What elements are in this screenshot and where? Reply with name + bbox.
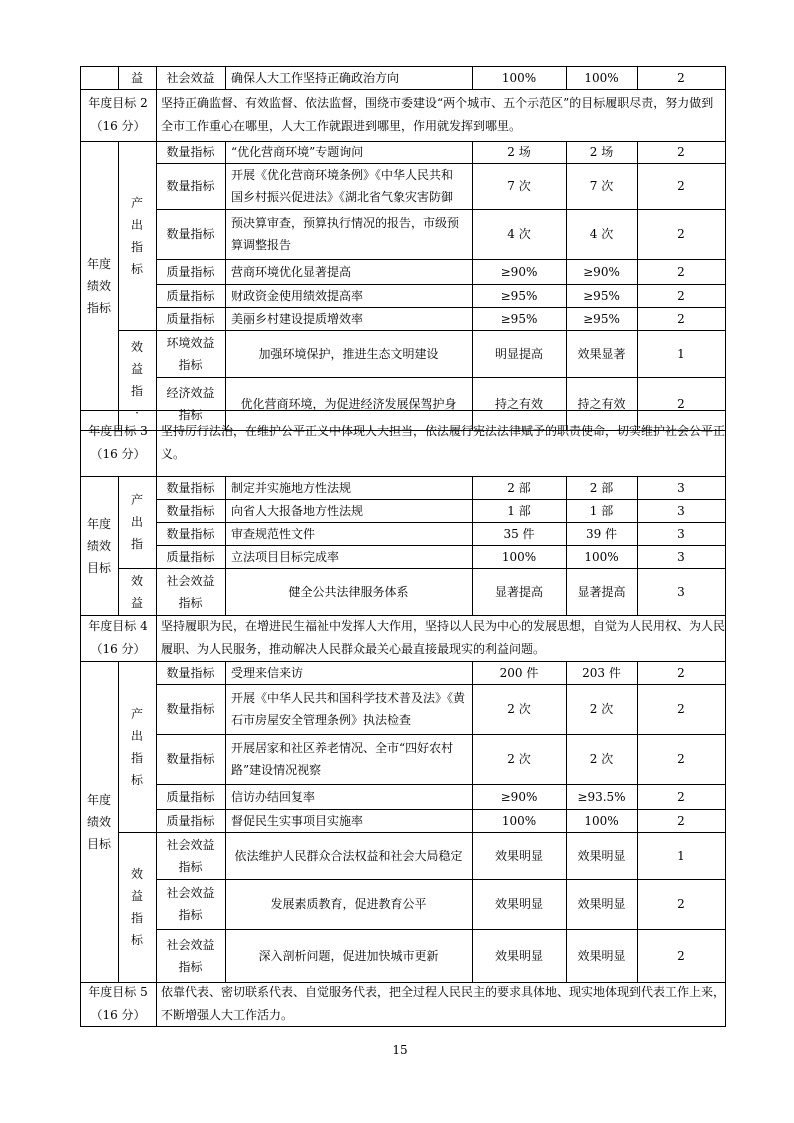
target-cell: 35 件 [503,527,535,541]
section-label: 绩效 [86,815,111,829]
content-cell: 信访办结回复率 [231,790,316,804]
actual-cell: ≥93.5% [577,790,626,804]
score-cell: 2 [677,71,685,85]
goal-label: 年度目标 4 [88,619,148,633]
output-label: 产 [130,707,143,721]
output-label: 出 [130,729,143,743]
indicator-cell: 指标 [178,960,203,974]
grid-line [156,809,726,810]
section-label: 绩效 [86,539,111,553]
indicator-cell: 社会效益 [166,886,215,900]
section-label: 年度 [86,517,111,531]
indicator-cell: 数量指标 [166,504,215,518]
grid-line [80,476,726,477]
goal-description: 坚持厉行法治，在维护公平正义中体现人大担当，依法履行宪法法律赋予的职责使命，切实维护社会公平正 [161,424,726,438]
goal-description: 坚持履职为民，在增进民生福祉中发挥人大作用，坚持以人民为中心的发展思想，自觉为人民用权、为人民 [161,619,726,633]
actual-cell: 4 次 [589,227,614,241]
target-cell: 1 部 [507,504,531,518]
target-cell: 2 场 [507,145,531,159]
target-cell: ≥90% [500,790,538,804]
benefit-label: 指 [130,384,143,398]
grid-line [156,259,726,260]
indicator-cell: 指标 [178,408,203,422]
indicator-cell: 数量指标 [166,527,215,541]
actual-cell: ≥95% [583,289,620,303]
goal-description: 义。 [161,447,186,461]
actual-cell: 1 部 [589,504,614,518]
indicator-cell: 社会效益 [166,838,215,852]
actual-cell: 显著提高 [577,585,626,599]
indicator-cell: 质量指标 [166,265,215,279]
content-cell: 立法项目目标完成率 [231,550,340,564]
benefit-label: 指 [130,911,143,925]
content-cell: 国乡村振兴促进法》《湖北省气象灾害防御 [231,190,454,204]
goal-label: 年度目标 3 [88,424,148,438]
benefit-label: 效 [130,340,143,354]
score-cell: 2 [677,289,685,303]
grid-line [156,568,726,569]
benefit-label: 益 [130,362,143,376]
actual-cell: 持之有效 [577,397,626,411]
actual-cell: ≥95% [583,312,620,326]
indicator-cell: 指标 [178,908,203,922]
grid-line [80,1026,726,1027]
target-cell: 显著提高 [494,585,543,599]
grid-line [156,89,157,142]
score-cell: 2 [677,145,685,159]
content-cell: 制定并实施地方性法规 [231,481,352,495]
benefit-label: 标 [130,933,143,947]
content-cell: 美丽乡村建设提质增效率 [231,312,364,326]
score-cell: 2 [677,897,685,911]
score-cell: 2 [677,752,685,766]
benefit-label: · [135,406,139,420]
grid-line [118,568,157,569]
target-cell: ≥90% [500,265,538,279]
target-cell: 2 部 [507,481,531,495]
section-label: 目标 [86,561,111,575]
score-cell: 2 [677,397,685,411]
content-cell: 健全公共法律服务体系 [288,585,409,599]
actual-cell: 2 场 [589,145,614,159]
grid-line [156,684,726,685]
content-cell: 开展《优化营商环境条例》《中华人民共和 [231,168,454,182]
section-label: 目标 [86,837,111,851]
indicator-cell: 质量指标 [166,790,215,804]
goal-points: （16 分） [90,119,146,133]
benefit-label: 效 [130,867,143,881]
output-label: 指 [130,537,143,551]
score-cell: 2 [677,790,685,804]
indicator-cell: 数量指标 [166,666,215,680]
content-cell: 开展居家和社区养老情况、全市“四好农村 [231,741,454,755]
goal-points: （16 分） [90,447,146,461]
content-cell: 财政资金使用绩效提高率 [231,289,364,303]
grid-line [156,284,726,285]
content-cell: 开展《中华人民共和国科学技术普及法》《黄 [231,691,466,705]
grid-line [156,499,726,500]
indicator-cell: 质量指标 [166,312,215,326]
content-cell: 路”建设情况视察 [231,763,322,777]
goal-description: 全市工作重心在哪里，人大工作就跟进到哪里，作用就发挥到哪里。 [161,119,522,133]
goal-points: （16 分） [90,642,146,656]
page-number: 15 [392,1043,408,1057]
score-cell: 2 [677,702,685,716]
target-cell: ≥95% [500,289,538,303]
target-cell: 7 次 [507,179,531,193]
section-label: 指标 [86,301,111,315]
content-cell: 督促民生实事项目实施率 [231,814,364,828]
actual-cell: 效果明显 [577,897,626,911]
content-cell: 优化营商环境，为促进经济发展保驾护身 [240,397,457,411]
indicator-cell: 数量指标 [166,752,215,766]
target-cell: 200 件 [499,666,539,680]
actual-cell: 100% [584,71,619,85]
target-cell: 持之有效 [494,397,543,411]
content-cell: 预决算审查，预算执行情况的报告，市级预 [231,216,460,230]
score-cell: 2 [677,265,685,279]
goal-label: 年度目标 5 [88,985,148,999]
score-cell: 2 [677,949,685,963]
indicator-cell: 社会效益 [166,938,215,952]
actual-cell: ≥90% [583,265,620,279]
content-cell: 确保人大工作坚持正确政治方向 [231,71,400,85]
grid-line [80,141,726,142]
content-cell: 石市房屋安全管理条例》执法检查 [231,713,412,727]
grid-line [156,430,157,477]
score-cell: 3 [677,527,685,541]
score-cell: 1 [677,849,685,863]
grid-line [156,163,726,164]
level-cell: 益 [130,71,143,85]
grid-line [156,476,157,616]
output-label: 标 [130,262,143,276]
actual-cell: 203 件 [582,666,621,680]
indicator-cell: 指标 [178,860,203,874]
target-cell: 2 次 [507,752,531,766]
indicator-cell: 社会效益 [166,574,215,588]
grid-line [225,66,226,90]
score-cell: 3 [677,585,685,599]
indicator-cell: 质量指标 [166,289,215,303]
score-cell: 2 [677,814,685,828]
target-cell: 100% [501,550,537,564]
benefit-label: 益 [130,889,143,903]
grid-line [725,66,726,1027]
indicator-cell: 指标 [178,358,203,372]
output-label: 产 [130,493,143,507]
actual-cell: 效果明显 [577,849,626,863]
indicator-cell: 质量指标 [166,814,215,828]
target-cell: 效果明显 [494,897,543,911]
content-cell: 审查规范性文件 [231,527,316,541]
actual-cell: 效果显著 [577,347,626,361]
indicator-cell: 数量指标 [166,227,215,241]
output-label: 标 [130,773,143,787]
target-cell: ≥95% [500,312,538,326]
content-cell: “优化营商环境”专题询问 [231,145,364,159]
target-cell: 效果明显 [494,849,543,863]
actual-cell: 2 次 [589,752,614,766]
score-cell: 3 [677,481,685,495]
indicator-cell: 质量指标 [166,550,215,564]
grid-line [156,307,726,308]
section-label: 绩效 [86,279,111,293]
grid-line [118,832,157,833]
indicator-cell: 经济效益 [166,386,215,400]
grid-line [225,141,226,431]
indicator-cell: 数量指标 [166,145,215,159]
goal-label: 年度目标 2 [88,96,148,110]
goal-description: 不断增强人大工作活力。 [161,1008,294,1022]
target-cell: 4 次 [507,227,531,241]
benefit-label: 益 [130,596,143,610]
grid-line [80,66,726,67]
grid-line [156,832,726,833]
output-label: 出 [130,515,143,529]
grid-line [156,734,726,735]
target-cell: 100% [501,814,537,828]
score-cell: 2 [677,312,685,326]
grid-line [156,545,726,546]
actual-cell: 7 次 [589,179,614,193]
score-cell: 2 [677,179,685,193]
goal-description: 坚持正确监督、有效监督、依法监督，围绕市委建设“两个城市、五个示范区”的目标履职尽责，努力做到 [161,96,714,110]
actual-cell: 100% [584,550,619,564]
grid-line [156,522,726,523]
content-cell: 受理来信来访 [231,666,304,680]
target-cell: 明显提高 [494,347,543,361]
actual-cell: 2 部 [589,481,614,495]
content-cell: 深入剖析问题，促进加快城市更新 [258,949,439,963]
output-label: 指 [130,751,143,765]
actual-cell: 39 件 [585,527,618,541]
indicator-cell: 数量指标 [166,179,215,193]
grid-line [118,330,157,331]
grid-line [225,661,226,983]
actual-cell: 100% [584,814,619,828]
content-cell: 加强环境保护，推进生态文明建设 [258,347,439,361]
grid-line [156,377,726,378]
score-cell: 3 [677,550,685,564]
grid-line [156,209,726,210]
goal-description: 依靠代表、密切联系代表、自觉服务代表，把全过程人民民主的要求具体地、现实地体现到代表工作上来， [161,985,726,999]
indicator-cell: 数量指标 [166,481,215,495]
output-label: 出 [130,218,143,232]
content-cell: 向省人大报备地方性法规 [231,504,364,518]
content-cell: 依法维护人民群众合法权益和社会大局稳定 [234,849,463,863]
grid-line [80,661,726,662]
score-cell: 3 [677,504,685,518]
actual-cell: 效果明显 [577,949,626,963]
grid-line [80,982,726,983]
grid-line [80,89,726,90]
target-cell: 2 次 [507,702,531,716]
section-label: 年度 [86,793,111,807]
grid-line [156,879,726,880]
grid-line [156,982,157,1027]
target-cell: 100% [501,71,537,85]
target-cell: 效果明显 [494,949,543,963]
indicator-cell: 指标 [178,596,203,610]
grid-line [80,615,726,616]
goal-description: 履职、为人民服务，推动解决人民群众最关心最直接最现实的利益问题。 [161,642,546,656]
goal-points: （16 分） [90,1008,146,1022]
indicator-cell: 社会效益 [166,71,215,85]
output-label: 产 [130,196,143,210]
output-label: 指 [130,240,143,254]
grid-line [156,929,726,930]
indicator-cell: 数量指标 [166,702,215,716]
grid-line [156,615,157,662]
content-cell: 算调整报告 [231,238,292,252]
content-cell: 发展素质教育，促进教育公平 [270,897,427,911]
indicator-cell: 环境效益 [166,336,215,350]
score-cell: 2 [677,227,685,241]
score-cell: 1 [677,347,685,361]
benefit-label: 效 [130,574,143,588]
grid-line [156,330,726,331]
actual-cell: 2 次 [589,702,614,716]
grid-line [156,784,726,785]
score-cell: 2 [677,666,685,680]
content-cell: 营商环境优化显著提高 [231,265,352,279]
section-label: 年度 [86,257,111,271]
